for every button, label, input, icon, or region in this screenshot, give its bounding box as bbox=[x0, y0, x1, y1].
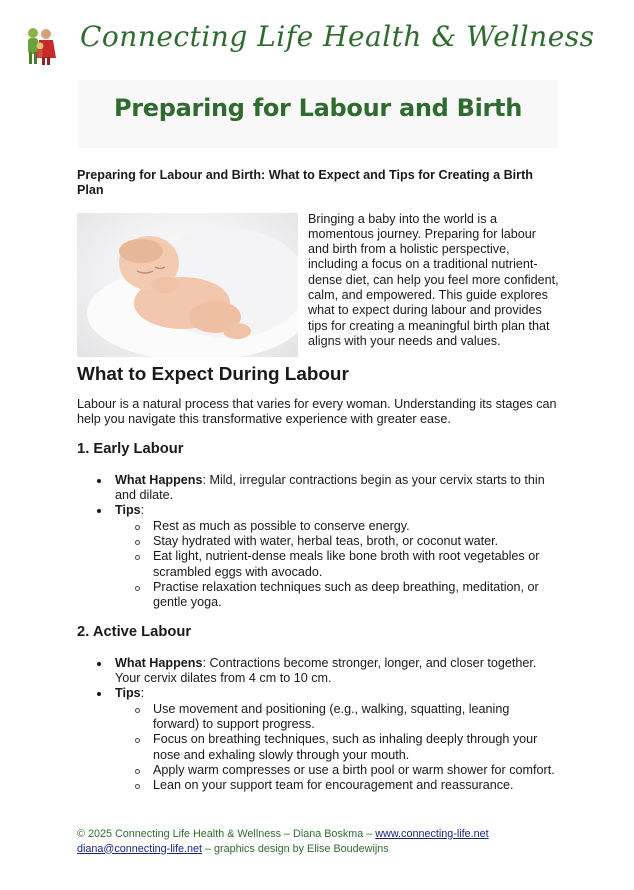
credits-text: – graphics design by Elise Boudewijns bbox=[202, 842, 389, 855]
tips-colon: : bbox=[140, 686, 145, 701]
list-item bbox=[115, 473, 559, 504]
footer-line-1 bbox=[77, 827, 577, 842]
article-title: Preparing for Labour and Birth: What to Expect and Tips for Creating a Birth Plan bbox=[77, 168, 533, 198]
list-item bbox=[115, 503, 559, 610]
copyright-text: © 2025 Connecting Life Health & Wellness – Diana Boskma – bbox=[77, 828, 376, 840]
stage-list bbox=[77, 656, 559, 794]
title-banner bbox=[78, 80, 558, 148]
what-happens-text: : Contractions become stronger, longer, and closer together. Your cervix dilates from 4 cm to 10 cm. bbox=[115, 655, 537, 686]
section-heading: What to Expect During Labour bbox=[77, 363, 349, 385]
tip-item: Stay hydrated with water, herbal teas, broth, or coconut water. bbox=[153, 534, 559, 549]
article-content bbox=[77, 168, 559, 793]
tips-label: Tips bbox=[115, 503, 141, 518]
brand-title: Connecting Life Health & Wellness bbox=[80, 20, 595, 53]
tip-item: Eat light, nutrient-dense meals like bone broth with root vegetables or scrambled eggs with avocado. bbox=[153, 549, 559, 580]
intro-paragraph: Bringing a baby into the world is a momentous journey. Preparing for labour and birth from a holistic perspective, including a focus on a traditional nutrient-dense diet, can help you feel more confident, calm, and empowered. This guide explores what to expect during labour and provides tips for creating a meaningful birth plan that aligns with your needs and values. bbox=[308, 211, 559, 348]
tips-list bbox=[115, 702, 559, 794]
logo-icon bbox=[22, 24, 58, 66]
tip-item: Lean on your support team for encouragement and reassurance. bbox=[153, 778, 559, 793]
tip-item: Rest as much as possible to conserve energy. bbox=[153, 519, 559, 534]
email-link[interactable]: diana@connecting-life.net bbox=[77, 842, 203, 855]
tips-colon: : bbox=[140, 503, 145, 518]
list-item bbox=[115, 656, 559, 687]
tip-item: Practise relaxation techniques such as deep breathing, meditation, or gentle yoga. bbox=[153, 580, 559, 611]
tip-item: Apply warm compresses or use a birth pool or warm shower for comfort. bbox=[153, 763, 559, 778]
tip-item: Use movement and positioning (e.g., walking, squatting, leaning forward) to support progress. bbox=[153, 702, 559, 733]
website-link[interactable]: www.connecting-life.net bbox=[375, 828, 489, 840]
footer-line-2 bbox=[77, 842, 577, 857]
tips-list bbox=[115, 519, 559, 611]
what-happens-label: What Happens bbox=[115, 472, 203, 487]
stage-heading: 2. Active Labour bbox=[77, 624, 192, 641]
what-happens-text: : Mild, irregular contractions begin as your cervix starts to thin and dilate. bbox=[115, 472, 545, 503]
stage-heading: 1. Early Labour bbox=[77, 441, 184, 458]
tip-item: Focus on breathing techniques, such as inhaling deeply through your nose and exhaling slowly through your mouth. bbox=[153, 732, 559, 763]
stage-list bbox=[77, 473, 559, 611]
list-item bbox=[115, 686, 559, 793]
baby-photo bbox=[77, 213, 298, 357]
page-header bbox=[0, 0, 634, 80]
tips-label: Tips bbox=[115, 686, 141, 701]
baby-illustration bbox=[77, 213, 298, 357]
banner-title: Preparing for Labour and Birth bbox=[113, 94, 523, 122]
page-footer bbox=[77, 827, 577, 856]
intro-block bbox=[77, 213, 559, 359]
section-paragraph: Labour is a natural process that varies for every woman. Understanding its stages can help you navigate this transformative experience with greater ease. bbox=[77, 396, 557, 427]
what-happens-label: What Happens bbox=[115, 655, 203, 670]
